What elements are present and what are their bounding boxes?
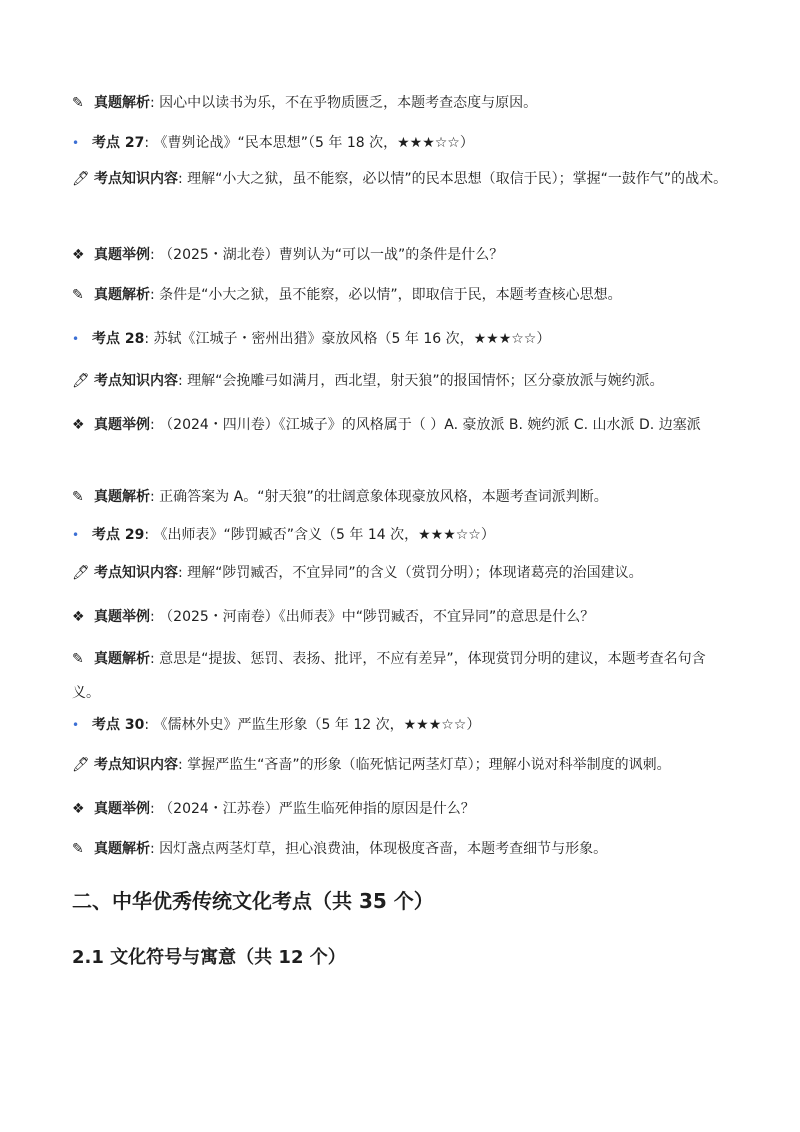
label: 真题解析 [94,489,150,505]
text: （2024・四川卷）《江城子》的风格属于（ ）A. 豪放派 B. 婉约派 C. 山水派 D. 边塞派 [159,417,701,433]
example-line: ❖ 真题举例: （2024・四川卷）《江城子》的风格属于（ ）A. 豪放派 B. 婉约派 C. 山水派 D. 边塞派 [72,408,732,442]
label: 考点 29 [92,527,145,543]
edit-pen-icon: 🖊 [72,171,90,187]
text: 因灯盏点两茎灯草，担心浪费油，体现极度吝啬，本题考查细节与形象。 [159,841,608,857]
subsection-heading: 2.1 文化符号与寓意（共 12 个） [72,947,346,968]
text: （2024・江苏卷）严监生临死伸指的原因是什么？ [159,801,475,817]
kaodian-line: • 考点 28: 苏轼《江城子・密州出猎》豪放风格（5 年 16 次，★★★☆☆） [72,322,732,356]
section-heading: 二、中华优秀传统文化考点（共 35 个） [72,889,434,913]
text: （2025・河南卷）《出师表》中“陟罚臧否，不宜异同”的意思是什么？ [159,609,595,625]
label: 真题举例 [94,609,150,625]
diamond-icon: ❖ [72,801,85,817]
knowledge-line: 🖊 考点知识内容: 掌握严监生“吝啬”的形象（临死惦记两茎灯草）；理解小说对科举制度的讽刺。 [72,748,732,782]
example-line: ❖ 真题举例: （2024・江苏卷）严监生临死伸指的原因是什么？ [72,792,732,826]
pencil-icon: ✎ [72,287,84,303]
label: 真题举例 [94,801,150,817]
text: 苏轼《江城子・密州出猎》豪放风格（5 年 16 次，★★★☆☆） [153,331,551,347]
label: 真题解析 [94,841,150,857]
bullet-icon: • [72,528,80,542]
text: 正确答案为 A。“射天狼”的壮阔意象体现豪放风格，本题考查词派判断。 [159,489,608,505]
pencil-icon: ✎ [72,841,84,857]
label: 考点 28 [92,331,145,347]
analysis-line: ✎ 真题解析: 正确答案为 A。“射天狼”的壮阔意象体现豪放风格，本题考查词派判断。 [72,480,732,514]
diamond-icon: ❖ [72,247,85,263]
knowledge-line: 🖊 考点知识内容: 理解“小大之狱，虽不能察，必以情”的民本思想（取信于民）；掌握“一鼓作气”的战术。 [72,162,732,196]
kaodian-line: • 考点 30: 《儒林外史》严监生形象（5 年 12 次，★★★☆☆） [72,708,732,742]
text: 《曹刿论战》“民本思想”（5 年 18 次，★★★☆☆） [153,135,474,151]
label: 真题解析 [94,287,150,303]
example-line: ❖ 真题举例: （2025・河南卷）《出师表》中“陟罚臧否，不宜异同”的意思是什么？ [72,600,732,634]
edit-pen-icon: 🖊 [72,373,90,389]
text: 意思是“提拔、惩罚、表扬、批评，不应有差异”，体现赏罚分明的建议，本题考查名句含义。 [72,651,706,701]
knowledge-line: 🖊 考点知识内容: 理解“陟罚臧否，不宜异同”的含义（赏罚分明）；体现诸葛亮的治国建议。 [72,556,732,590]
text: 理解“会挽雕弓如满月，西北望，射天狼”的报国情怀；区分豪放派与婉约派。 [187,373,664,389]
kaodian-line: • 考点 29: 《出师表》“陟罚臧否”含义（5 年 14 次，★★★☆☆） [72,518,732,552]
label: 真题解析 [94,651,150,667]
analysis-line: ✎ 真题解析: 意思是“提拔、惩罚、表扬、批评，不应有差异”，体现赏罚分明的建议，本题考查名句含义。 [72,642,732,710]
diamond-icon: ❖ [72,609,85,625]
label: 考点知识内容 [94,373,178,389]
edit-pen-icon: 🖊 [72,565,90,581]
diamond-icon: ❖ [72,417,85,433]
label: 真题举例 [94,247,150,263]
text: 理解“陟罚臧否，不宜异同”的含义（赏罚分明）；体现诸葛亮的治国建议。 [187,565,643,581]
text: 条件是“小大之狱，虽不能察，必以情”，即取信于民，本题考查核心思想。 [159,287,622,303]
label: 考点知识内容 [94,757,178,773]
label: 考点 27 [92,135,145,151]
text: 掌握严监生“吝啬”的形象（临死惦记两茎灯草）；理解小说对科举制度的讽刺。 [187,757,671,773]
text: 理解“小大之狱，虽不能察，必以情”的民本思想（取信于民）；掌握“一鼓作气”的战术。 [187,171,728,187]
bullet-icon: • [72,718,80,732]
kaodian-line: • 考点 27: 《曹刿论战》“民本思想”（5 年 18 次，★★★☆☆） [72,126,732,160]
pencil-icon: ✎ [72,651,84,667]
edit-pen-icon: 🖊 [72,757,90,773]
text: 《出师表》“陟罚臧否”含义（5 年 14 次，★★★☆☆） [153,527,495,543]
knowledge-line: 🖊 考点知识内容: 理解“会挽雕弓如满月，西北望，射天狼”的报国情怀；区分豪放派与婉约派。 [72,364,732,398]
text: 因心中以读书为乐，不在乎物质匮乏，本题考查态度与原因。 [159,95,538,111]
example-line: ❖ 真题举例: （2025・湖北卷）曹刿认为“可以一战”的条件是什么？ [72,238,732,272]
pencil-icon: ✎ [72,489,84,505]
analysis-line: ✎ 真题解析: 条件是“小大之狱，虽不能察，必以情”，即取信于民，本题考查核心思想。 [72,278,732,312]
label: 考点 30 [92,717,145,733]
label: 真题解析 [94,95,150,111]
text: 《儒林外史》严监生形象（5 年 12 次，★★★☆☆） [153,717,481,733]
bullet-icon: • [72,332,80,346]
analysis-line: ✎ 真题解析: 因灯盏点两茎灯草，担心浪费油，体现极度吝啬，本题考查细节与形象。 [72,832,732,866]
analysis-line: ✎ 真题解析: 因心中以读书为乐，不在乎物质匮乏，本题考查态度与原因。 [72,86,732,120]
label: 真题举例 [94,417,150,433]
label: 考点知识内容 [94,565,178,581]
pencil-icon: ✎ [72,95,84,111]
text: （2025・湖北卷）曹刿认为“可以一战”的条件是什么？ [159,247,504,263]
label: 考点知识内容 [94,171,178,187]
bullet-icon: • [72,136,80,150]
